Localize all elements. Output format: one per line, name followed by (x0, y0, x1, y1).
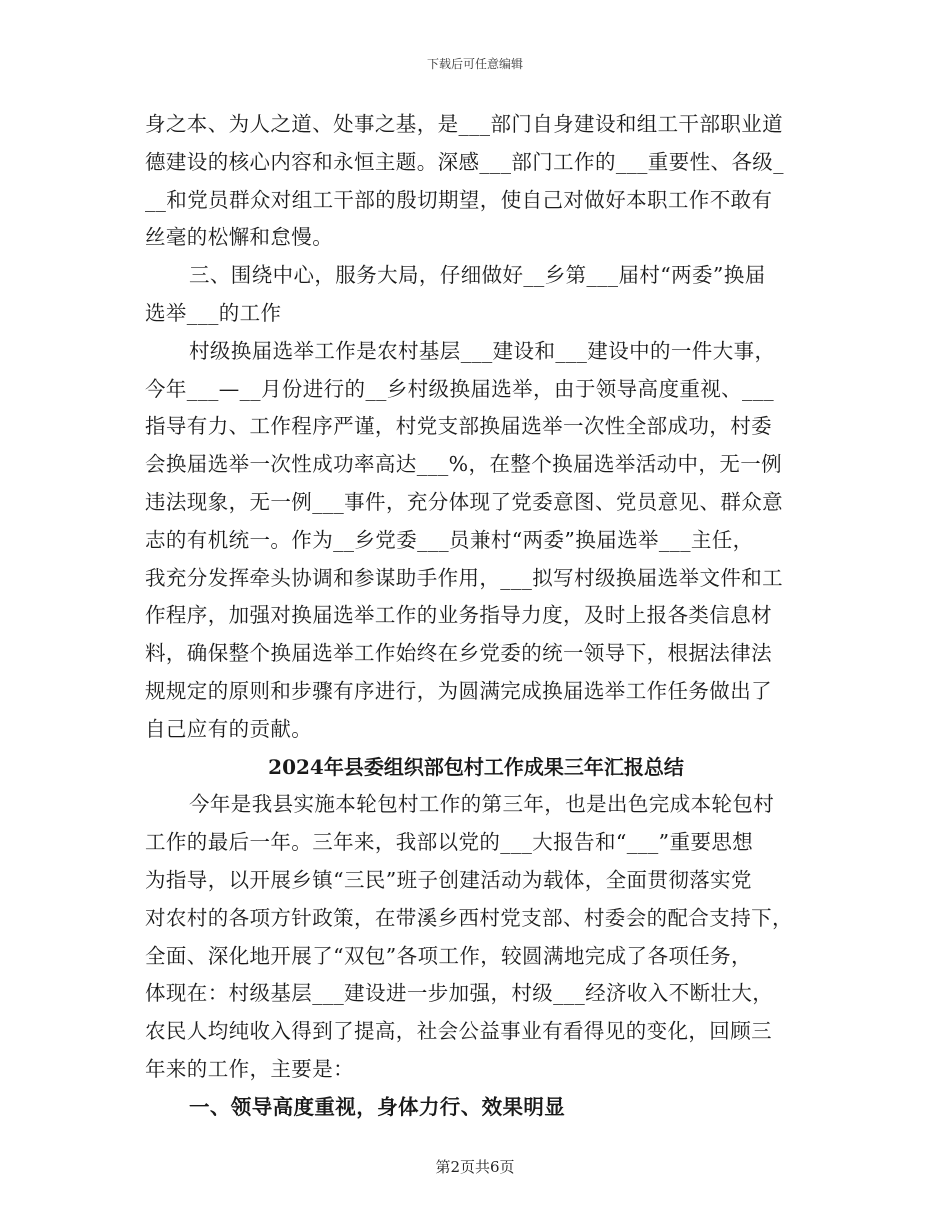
section-heading-3: 三、围绕中心，服务大局，仔细做好__乡第___届村“两委”换届 (189, 263, 766, 288)
paragraph-start: 今年是我县实施本轮包村工作的第三年，也是出色完成本轮包村 (189, 792, 775, 817)
text-line: 志的有机统一。作为__乡党委___员兼村“两委”换届选举___主任， (145, 527, 754, 552)
text-line: 会换届选举一次性成功率高达___%，在整个换届选举活动中，无一例 (145, 452, 783, 477)
text-line: 年来的工作，主要是： (145, 1056, 354, 1081)
text-line: 身之本、为人之道、处事之基，是___部门自身建设和组工干部职业道 (145, 112, 784, 136)
text-line: __和党员群众对组工干部的殷切期望，使自己对做好本职工作不敢有 (145, 187, 773, 212)
text-line: 丝毫的松懈和怠慢。 (145, 225, 334, 250)
text-line: 德建设的核心内容和永恒主题。深感___部门工作的___重要性、各级_ (145, 149, 784, 174)
text-line: 自己应有的贡献。 (145, 716, 313, 741)
text-line: 规规定的原则和步骤有序进行，为圆满完成换届选举工作任务做出了 (145, 678, 772, 703)
text-line: 指导有力、工作程序严谨，村党支部换届选举一次性全部成功，村委 (145, 414, 772, 439)
text-line: 我充分发挥牵头协调和参谋助手作用，___拟写村级换届选举文件和工 (145, 565, 784, 590)
text-line: 对农村的各项方针政策，在带溪乡西村党支部、村委会的配合支持下， (145, 905, 793, 930)
header-note: 下载后可任意编辑 (426, 57, 523, 71)
text-line: 工作的最后一年。三年来，我部以党的___大报告和“___”重要思想 (145, 830, 754, 855)
text-line: 体现在：村级基层___建设进一步加强，村级___经济收入不断壮大， (145, 981, 774, 1006)
text-line: 违法现象，无一例___事件，充分体现了党委意图、党员意见、群众意 (145, 489, 784, 514)
document-title: 2024年县委组织部包村工作成果三年汇报总结 (268, 754, 684, 779)
text-line: 农民人均纯收入得到了提高，社会公益事业有看得见的变化，回顾三 (145, 1019, 772, 1044)
text-line: 今年___—__月份进行的__乡村级换届选举，由于领导高度重视、___ (145, 376, 774, 401)
document-body (145, 106, 807, 1127)
text-line: 料，确保整个换届选举工作始终在乡党委的统一领导下，根据法律法 (145, 641, 772, 666)
text-line: 全面、深化地开展了“双包”各项工作，较圆满地完成了各项任务， (145, 943, 752, 968)
text-line: 选举___的工作 (145, 300, 282, 325)
paragraph-start: 村级换届选举工作是农村基层___建设和___建设中的一件大事， (189, 338, 776, 363)
text-line: 为指导，以开展乡镇“三民”班子创建活动为载体，全面贯彻落实党 (145, 867, 752, 892)
page-footer: 第2页共6页 (435, 1158, 515, 1176)
section-heading-1: 一、领导高度重视，身体力行、效果明显 (189, 1094, 566, 1119)
text-line: 作程序，加强对换届选举工作的业务指导力度，及时上报各类信息材 (145, 603, 772, 628)
